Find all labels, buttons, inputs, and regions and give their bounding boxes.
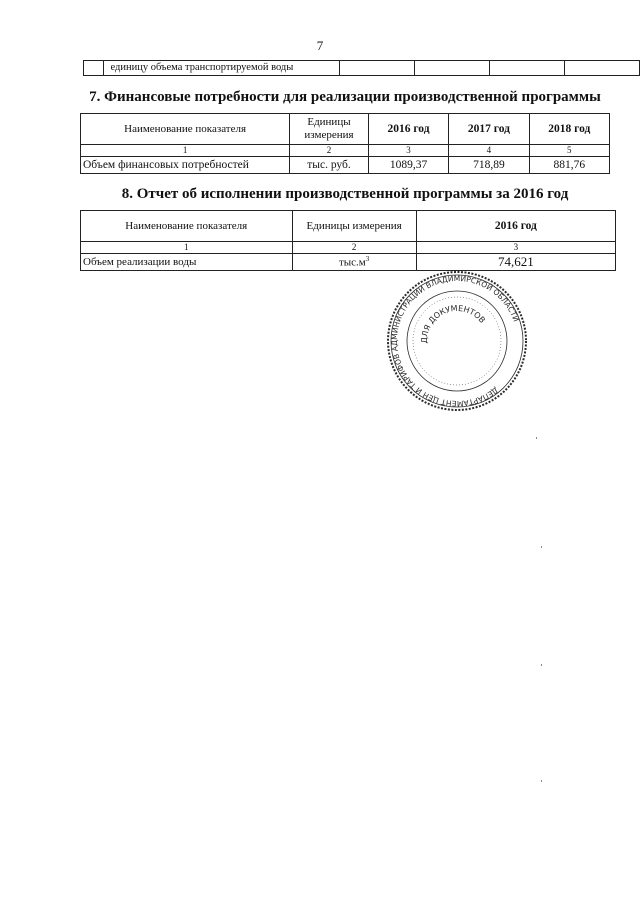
financial-needs-table bbox=[80, 113, 610, 174]
column-number: 3 bbox=[368, 145, 448, 157]
stamp-outer-text: ДЕПАРТАМЕНТ ЦЕН И ТАРИФОВ АДМИНИСТРАЦИИ ВЛАДИМИРСКОЙ ОБЛАСТИ bbox=[389, 273, 521, 409]
scan-artifact bbox=[536, 437, 537, 439]
header-cell: 2016 год bbox=[416, 211, 615, 242]
header-cell: 2017 год bbox=[449, 114, 529, 145]
header-cell: Единицы измерения bbox=[292, 211, 416, 242]
continuation-table bbox=[83, 60, 640, 76]
indicator-name: Объем финансовых потребностей bbox=[81, 157, 290, 174]
header-cell: Наименование показателя bbox=[81, 114, 290, 145]
unit-text: тыс.м bbox=[338, 256, 366, 269]
unit-cell bbox=[292, 254, 416, 271]
table-row bbox=[84, 61, 640, 76]
column-number: 5 bbox=[529, 145, 609, 157]
table-cell bbox=[489, 61, 564, 76]
section-7-title: 7. Финансовые потребности для реализации производственной программы bbox=[89, 89, 601, 105]
column-number: 2 bbox=[290, 145, 369, 157]
scan-artifact bbox=[541, 664, 542, 666]
header-cell: Единицы измерения bbox=[290, 114, 369, 145]
table-cell bbox=[414, 61, 489, 76]
page-number: 7 bbox=[316, 38, 324, 53]
table-cell: единицу объема транспортируемой воды bbox=[104, 61, 339, 76]
official-stamp bbox=[386, 270, 528, 412]
value-cell: 74,621 bbox=[416, 254, 615, 271]
value-cell: 1089,37 bbox=[368, 157, 448, 174]
stamp-inner-text: ДЛЯ ДОКУМЕНТОВ bbox=[419, 303, 487, 344]
table-header-row bbox=[81, 211, 616, 242]
section-8-title: 8. Отчет об исполнении производственной программы за 2016 год bbox=[121, 186, 569, 202]
value-cell: 881,76 bbox=[529, 157, 609, 174]
value-cell: 718,89 bbox=[449, 157, 529, 174]
table-row bbox=[81, 157, 610, 174]
header-cell: 2018 год bbox=[529, 114, 609, 145]
column-number: 3 bbox=[416, 242, 615, 254]
column-number: 1 bbox=[81, 242, 293, 254]
column-number: 4 bbox=[449, 145, 529, 157]
scan-artifact bbox=[541, 546, 542, 548]
table-cell bbox=[84, 61, 104, 76]
header-cell: 2016 год bbox=[368, 114, 448, 145]
program-report-table bbox=[80, 210, 616, 271]
table-cell bbox=[339, 61, 414, 76]
scan-artifact bbox=[541, 780, 542, 782]
header-cell: Наименование показателя bbox=[81, 211, 293, 242]
table-row bbox=[81, 254, 616, 271]
column-number: 1 bbox=[81, 145, 290, 157]
unit-superscript: 3 bbox=[365, 255, 370, 264]
unit-cell: тыс. руб. bbox=[290, 157, 369, 174]
table-cell bbox=[564, 61, 639, 76]
table-header-row bbox=[81, 114, 610, 145]
indicator-name: Объем реализации воды bbox=[81, 254, 293, 271]
column-number-row bbox=[81, 145, 610, 157]
stamp-outer-ring bbox=[388, 272, 526, 410]
column-number: 2 bbox=[292, 242, 416, 254]
column-number-row bbox=[81, 242, 616, 254]
